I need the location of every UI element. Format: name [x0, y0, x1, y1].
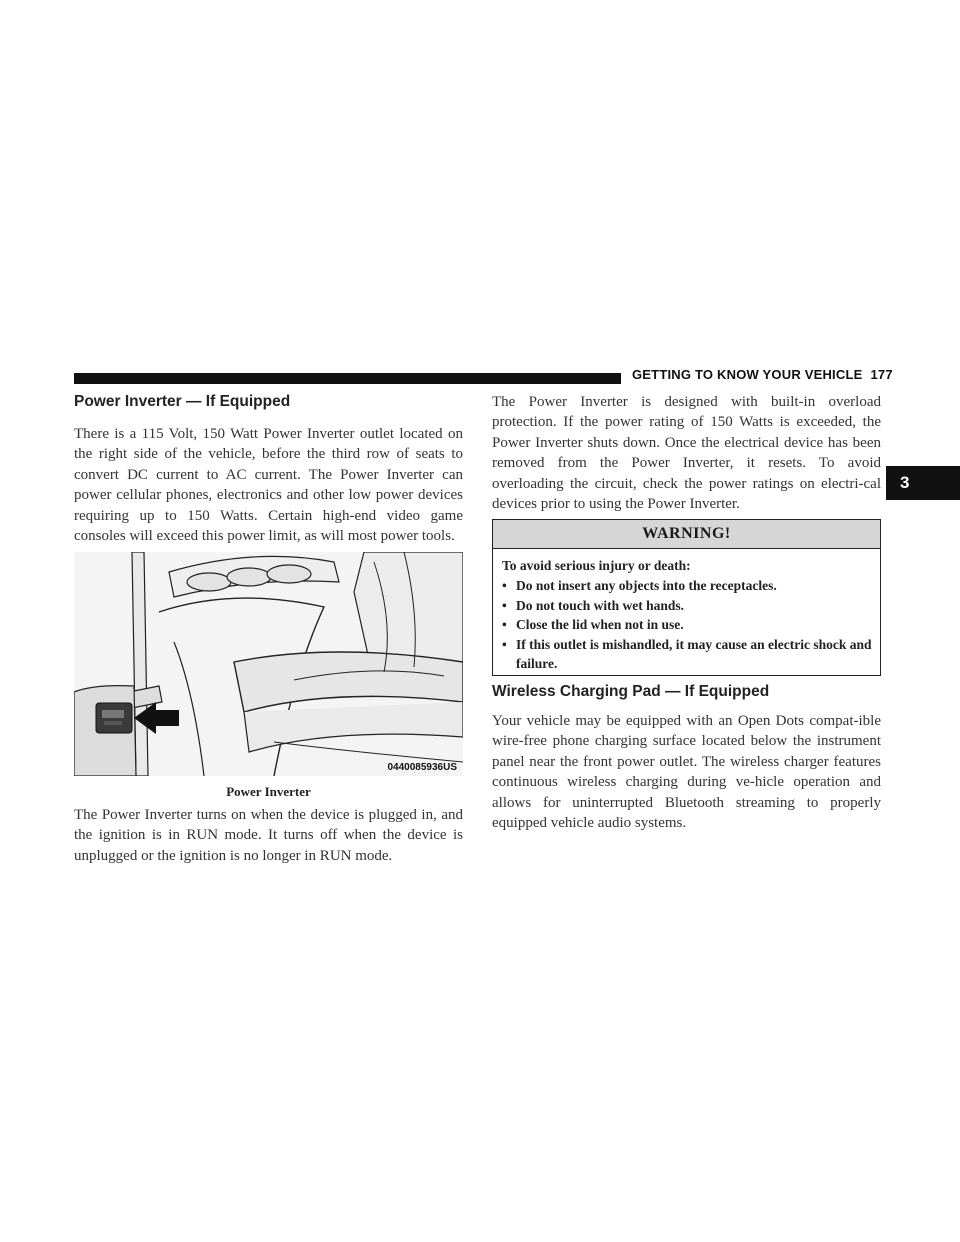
page-number: 177 — [870, 367, 893, 382]
warning-title: WARNING! — [493, 520, 880, 549]
warning-item: • If this outlet is mishandled, it may cause an electric shock and failure. — [502, 636, 872, 671]
warning-list — [493, 576, 880, 674]
figure-code: 0440085936US — [387, 762, 457, 773]
bullet-icon: • — [502, 578, 507, 593]
bullet-icon: • — [502, 636, 507, 652]
figure-caption: Power Inverter — [226, 784, 311, 799]
warning-box — [492, 519, 881, 676]
running-header — [632, 367, 893, 382]
warning-item: • Close the lid when not in use. — [502, 615, 874, 635]
warning-intro: To avoid serious injury or death: — [502, 558, 691, 573]
bullet-icon: • — [502, 597, 507, 613]
section-title: GETTING TO KNOW YOUR VEHICLE — [632, 367, 863, 382]
section-heading-power-inverter: Power Inverter — If Equipped — [74, 393, 291, 410]
power-inverter-figure — [74, 552, 463, 776]
chapter-tab: 3 — [886, 466, 960, 500]
paragraph-power-inverter-intro: There is a 115 Volt, 150 Watt Power Inverter outlet located on the right side of the vehicle, before the third row of seats to convert DC current to AC current. The Power Inverter can power cellular phones, electronics and other low power devices requiring up to 150 Watts. Certain high-end video game consoles will exceed this power limit, as will most power tools. — [74, 426, 463, 545]
paragraph-overload-protection: The Power Inverter is designed with built-in overload protection. If the power rating of 150 Watts is exceeded, the Power Inverter shuts down. Once the electrical device has been removed from the Power Inverter, it resets. To avoid overloading the circuit, check the power ratings on electri-cal devices prior to using the Power Inverter. — [492, 394, 881, 513]
section-heading-wireless-charging: Wireless Charging Pad — If Equipped — [492, 683, 770, 700]
warning-item: • Do not touch with wet hands. — [502, 596, 874, 616]
paragraph-wireless-charging: Your vehicle may be equipped with an Open Dots compat-ible wire-free phone charging surface located below the instrument panel near the front power outlet. The wireless charger features continuous wireless charging during ve-hicle operation and allows for uninterrupted Bluetooth streaming to properly equipped vehicle audio systems. — [492, 713, 881, 832]
power-inverter-illustration — [74, 552, 463, 776]
paragraph-power-inverter-operation: The Power Inverter turns on when the device is plugged in, and the ignition is in RUN mode. It turns off when the device is unplugged or the ignition is no longer in RUN mode. — [74, 807, 463, 864]
bullet-icon: • — [502, 617, 507, 632]
warning-item: • Do not insert any objects into the receptacles. — [502, 576, 874, 596]
header-rule — [74, 373, 621, 384]
